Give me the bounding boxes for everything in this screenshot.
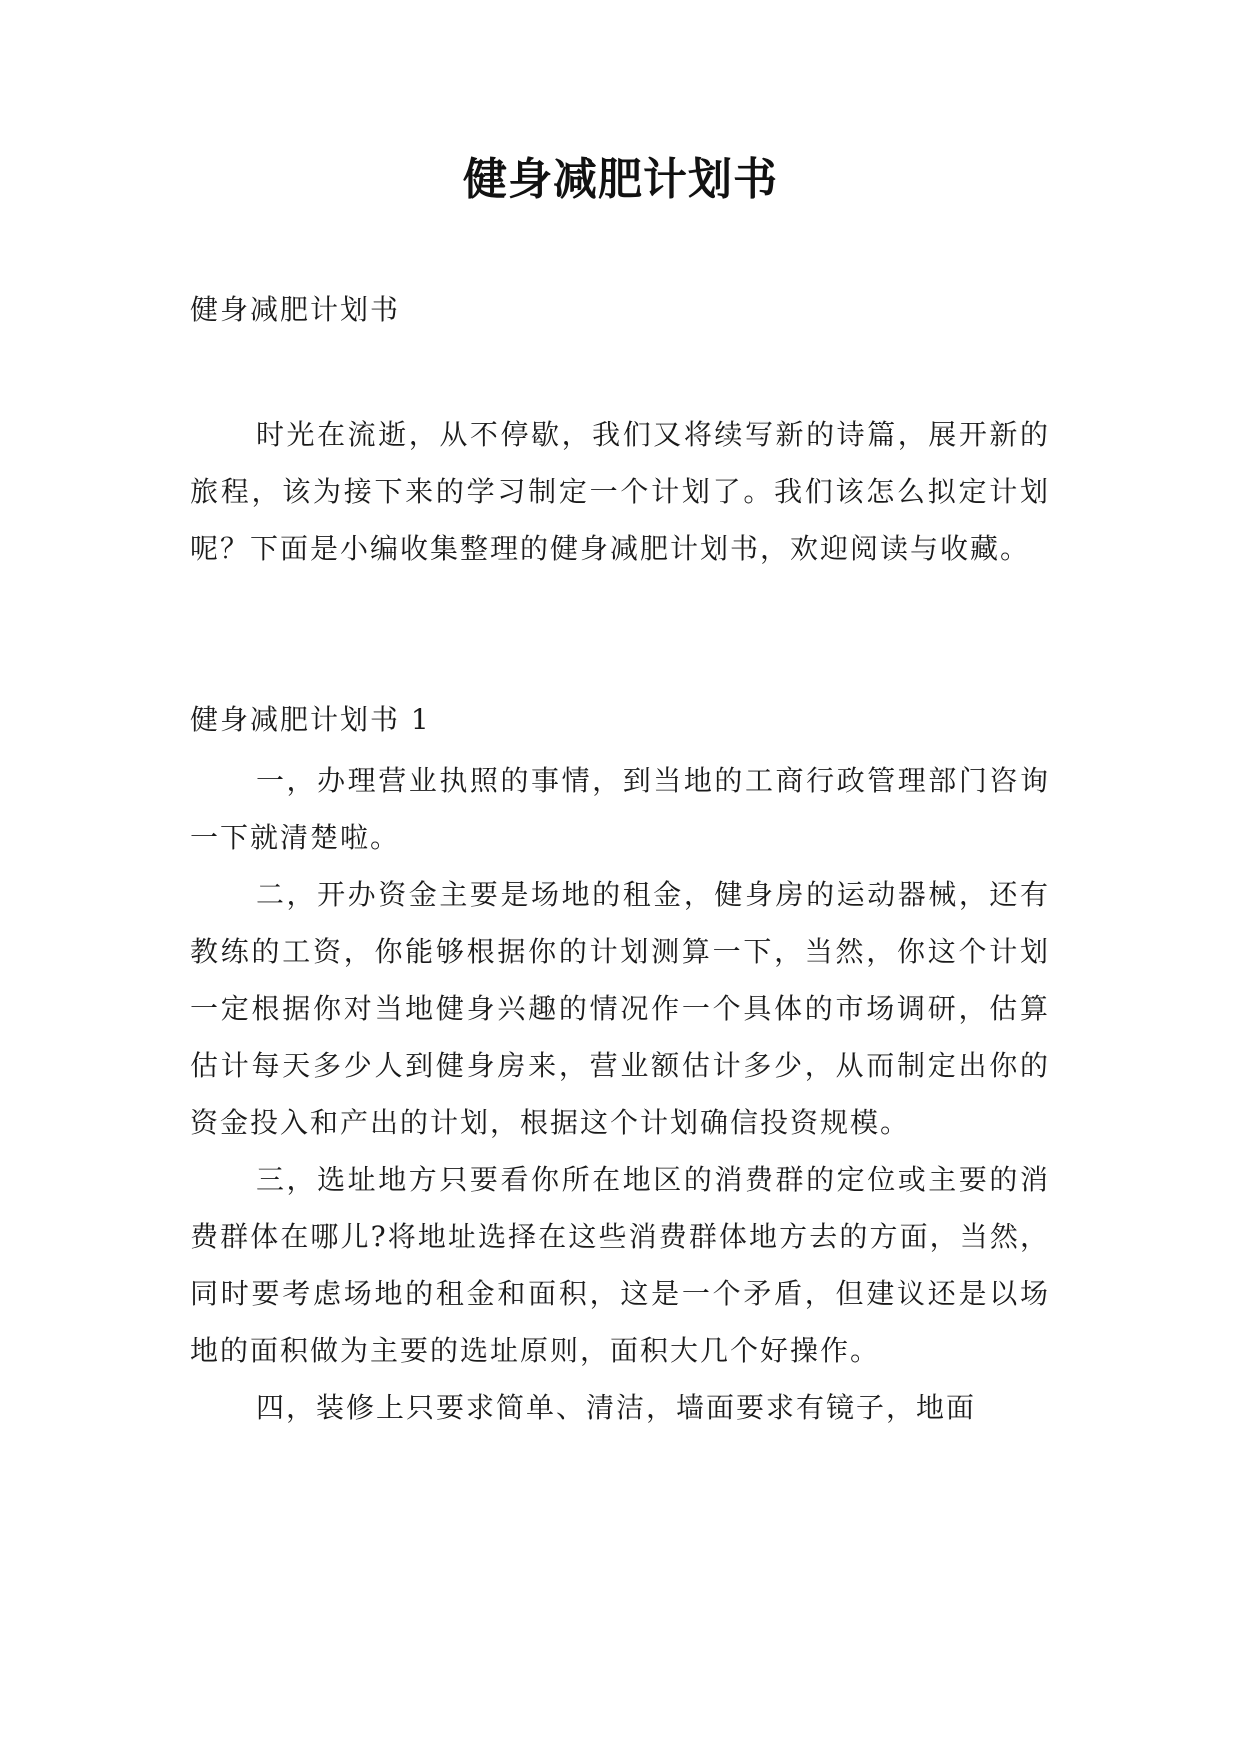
paragraph-2: 二，开办资金主要是场地的租金，健身房的运动器械，还有教练的工资，你能够根据你的计划测算一下，当然，你这个计划一定根据你对当地健身兴趣的情况作一个具体的市场调研，估算估计每天多少人到健身房来，营业额估计多少，从而制定出你的资金投入和产出的计划，根据这个计划确信投资规模。 [190,878,1050,1139]
paragraph-1: 一，办理营业执照的事情，到当地的工商行政管理部门咨询一下就清楚啦。 [190,764,1050,854]
document-title: 健身减肥计划书 [463,154,778,205]
section-heading: 健身减肥计划书 1 [190,703,431,736]
section-body [190,752,1050,1436]
paragraph-4: 四，装修上只要求简单、清洁，墙面要求有镜子，地面 [256,1391,977,1424]
intro-paragraph: 时光在流逝，从不停歇，我们又将续写新的诗篇，展开新的旅程，该为接下来的学习制定一个计划了。我们该怎么拟定计划呢？下面是小编收集整理的健身减肥计划书，欢迎阅读与收藏。 [190,418,1050,565]
paragraph-3: 三，选址地方只要看你所在地区的消费群的定位或主要的消费群体在哪儿?将地址选择在这些消费群体地方去的方面，当然，同时要考虑场地的租金和面积，这是一个矛盾，但建议还是以场地的面积做为主要的选址原则，面积大几个好操作。 [190,1163,1050,1367]
document-subtitle: 健身减肥计划书 [190,293,401,326]
